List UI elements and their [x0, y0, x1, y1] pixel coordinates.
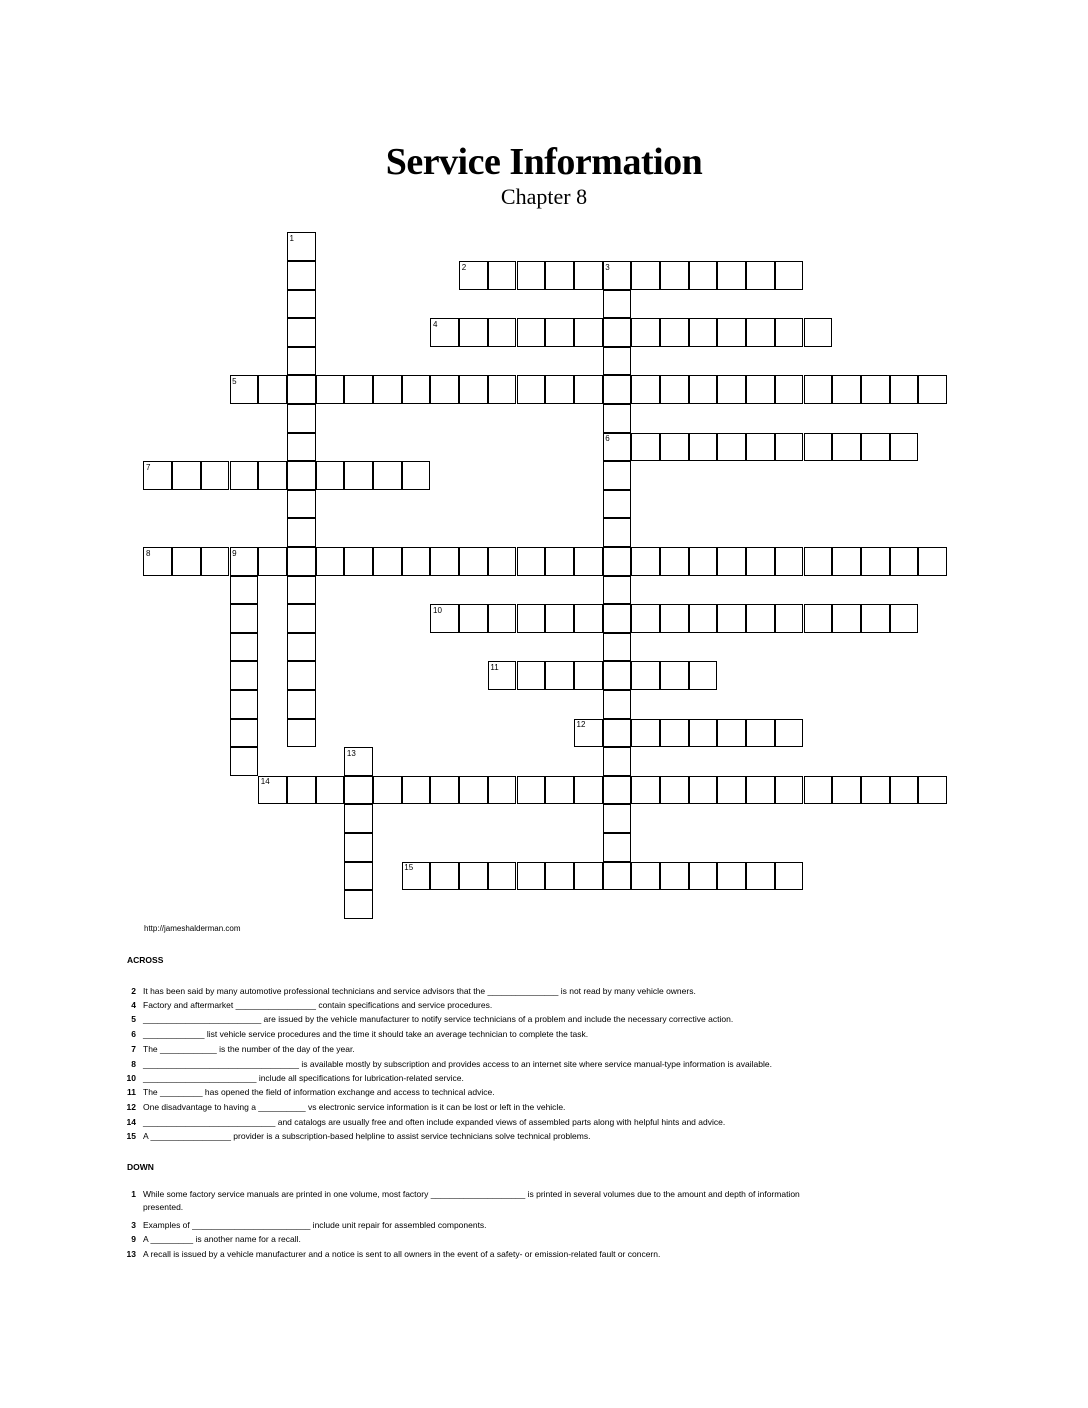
- grid-cell[interactable]: [746, 375, 775, 404]
- grid-cell[interactable]: [746, 719, 775, 748]
- clue-item: [116, 1233, 816, 1246]
- grid-cell[interactable]: [890, 375, 919, 404]
- grid-cell[interactable]: [861, 604, 890, 633]
- grid-cell[interactable]: [603, 833, 632, 862]
- grid-cell[interactable]: [545, 862, 574, 891]
- clue-number-label: 14: [260, 777, 270, 787]
- grid-cell[interactable]: [344, 862, 373, 891]
- grid-cell[interactable]: [430, 547, 459, 576]
- down-heading: DOWN: [127, 1162, 154, 1172]
- grid-cell[interactable]: [603, 776, 632, 805]
- grid-cell[interactable]: [890, 433, 919, 462]
- grid-cell[interactable]: [746, 261, 775, 290]
- grid-cell[interactable]: [517, 547, 546, 576]
- grid-cell[interactable]: [918, 547, 947, 576]
- grid-cell[interactable]: [459, 318, 488, 347]
- grid-cell[interactable]: [574, 862, 603, 891]
- clue-text: It has been said by many automotive professional technicians and service advisors that the _______________ is not read by many vehicle owners.: [143, 986, 696, 996]
- clue-item: [116, 1058, 816, 1071]
- grid-cell[interactable]: [631, 375, 660, 404]
- grid-cell[interactable]: [574, 604, 603, 633]
- grid-cell[interactable]: [717, 375, 746, 404]
- grid-cell[interactable]: [344, 461, 373, 490]
- grid-cell[interactable]: [689, 261, 718, 290]
- grid-cell[interactable]: [402, 375, 431, 404]
- grid-cell[interactable]: [689, 661, 718, 690]
- clue-number: 2: [131, 986, 136, 996]
- grid-cell[interactable]: [287, 661, 316, 690]
- grid-cell[interactable]: [660, 776, 689, 805]
- clue-item: [116, 1043, 816, 1056]
- grid-cell[interactable]: [258, 375, 287, 404]
- grid-cell[interactable]: [717, 604, 746, 633]
- clue-number: 15: [126, 1131, 136, 1141]
- grid-cell[interactable]: [545, 547, 574, 576]
- grid-cell[interactable]: [459, 862, 488, 891]
- grid-cell[interactable]: [631, 318, 660, 347]
- grid-cell[interactable]: [488, 776, 517, 805]
- grid-cell[interactable]: [660, 862, 689, 891]
- grid-cell[interactable]: [230, 747, 259, 776]
- grid-cell[interactable]: [660, 375, 689, 404]
- grid-cell[interactable]: [517, 318, 546, 347]
- grid-cell[interactable]: [545, 375, 574, 404]
- grid-cell[interactable]: [574, 547, 603, 576]
- clue-number: 14: [126, 1117, 136, 1127]
- grid-cell[interactable]: [574, 776, 603, 805]
- grid-cell[interactable]: [488, 375, 517, 404]
- grid-cell[interactable]: [631, 661, 660, 690]
- grid-cell[interactable]: [545, 661, 574, 690]
- grid-cell[interactable]: [344, 804, 373, 833]
- grid-cell[interactable]: [373, 461, 402, 490]
- grid-cell[interactable]: [775, 375, 804, 404]
- grid-cell[interactable]: [287, 633, 316, 662]
- grid-cell[interactable]: [344, 890, 373, 919]
- grid-cell[interactable]: [918, 776, 947, 805]
- grid-cell[interactable]: [287, 318, 316, 347]
- grid-cell[interactable]: [230, 461, 259, 490]
- clue-item: [116, 1028, 816, 1041]
- grid-cell[interactable]: [832, 375, 861, 404]
- grid-cell[interactable]: [488, 604, 517, 633]
- clue-text: ________________________ include all specifications for lubrication-related service.: [143, 1073, 464, 1083]
- grid-cell[interactable]: [660, 433, 689, 462]
- grid-cell[interactable]: [746, 862, 775, 891]
- grid-cell[interactable]: [603, 747, 632, 776]
- grid-cell[interactable]: [287, 375, 316, 404]
- grid-cell[interactable]: [402, 547, 431, 576]
- grid-cell[interactable]: [230, 576, 259, 605]
- clue-text: The _________ has opened the field of information exchange and access to technical advice.: [143, 1087, 495, 1097]
- grid-cell[interactable]: [258, 547, 287, 576]
- grid-cell[interactable]: [172, 547, 201, 576]
- clue-number: 12: [126, 1102, 136, 1112]
- grid-cell[interactable]: [689, 375, 718, 404]
- grid-cell[interactable]: [287, 490, 316, 519]
- clue-number: 6: [131, 1029, 136, 1039]
- grid-cell[interactable]: [459, 547, 488, 576]
- grid-cell[interactable]: [517, 261, 546, 290]
- grid-cell[interactable]: [631, 719, 660, 748]
- grid-cell[interactable]: [574, 261, 603, 290]
- grid-cell[interactable]: [287, 604, 316, 633]
- grid-cell[interactable]: [373, 547, 402, 576]
- grid-cell[interactable]: [775, 776, 804, 805]
- clue-text: One disadvantage to having a __________ vs electronic service information is it can be lost or left in the vehicle.: [143, 1102, 566, 1112]
- grid-cell[interactable]: [804, 604, 833, 633]
- grid-cell[interactable]: [545, 604, 574, 633]
- grid-cell[interactable]: [459, 604, 488, 633]
- clue-text: _________________________ are issued by the vehicle manufacturer to notify service technicians of a problem and include the necessary corrective action.: [143, 1014, 734, 1024]
- grid-cell[interactable]: [344, 776, 373, 805]
- grid-cell[interactable]: [717, 862, 746, 891]
- clue-number: 11: [127, 1087, 136, 1097]
- grid-cell[interactable]: [574, 375, 603, 404]
- grid-cell[interactable]: [373, 776, 402, 805]
- grid-cell[interactable]: [660, 604, 689, 633]
- grid-cell[interactable]: [517, 862, 546, 891]
- clue-item: [116, 1219, 816, 1232]
- grid-cell[interactable]: [603, 347, 632, 376]
- grid-cell[interactable]: [861, 433, 890, 462]
- clue-text: A _________________ provider is a subscription-based helpline to assist service technicians solve technical problems.: [143, 1131, 591, 1141]
- grid-cell[interactable]: [746, 318, 775, 347]
- grid-cell[interactable]: [861, 547, 890, 576]
- source-url: http://jameshalderman.com: [144, 924, 241, 933]
- grid-cell[interactable]: [631, 862, 660, 891]
- grid-cell[interactable]: [689, 547, 718, 576]
- grid-cell[interactable]: [545, 261, 574, 290]
- grid-cell[interactable]: [603, 604, 632, 633]
- grid-cell[interactable]: [517, 375, 546, 404]
- grid-cell[interactable]: [775, 547, 804, 576]
- clue-number: 9: [131, 1234, 136, 1244]
- clue-number-label: 12: [576, 720, 586, 730]
- clue-number-label: 1: [289, 234, 294, 243]
- grid-cell[interactable]: [631, 547, 660, 576]
- grid-cell[interactable]: [804, 433, 833, 462]
- grid-cell[interactable]: [287, 261, 316, 290]
- grid-cell[interactable]: [689, 318, 718, 347]
- grid-cell[interactable]: [287, 461, 316, 490]
- grid-cell[interactable]: [804, 547, 833, 576]
- clue-number-label: 4: [433, 319, 438, 329]
- grid-cell[interactable]: [603, 661, 632, 690]
- clue-number: 7: [131, 1044, 136, 1054]
- grid-cell[interactable]: [717, 318, 746, 347]
- clue-text: A _________ is another name for a recall.: [143, 1234, 301, 1244]
- clue-number-label: 2: [461, 262, 467, 272]
- grid-cell[interactable]: [603, 490, 632, 519]
- clue-item: [116, 1116, 816, 1129]
- clue-text: Factory and aftermarket _________________ contain specifications and service procedures.: [143, 1000, 493, 1010]
- grid-cell[interactable]: [230, 690, 259, 719]
- clue-number-label: 3: [605, 262, 610, 272]
- grid-cell[interactable]: [746, 776, 775, 805]
- grid-cell[interactable]: [832, 433, 861, 462]
- grid-cell[interactable]: [287, 404, 316, 433]
- clue-text: While some factory service manuals are printed in one volume, most factory ____________________ is printed in several volumes due to the amount and depth of information presented.: [143, 1189, 800, 1212]
- clue-number-label: 13: [346, 748, 356, 758]
- grid-cell[interactable]: [890, 604, 919, 633]
- grid-cell[interactable]: [717, 776, 746, 805]
- grid-cell[interactable]: [660, 318, 689, 347]
- across-heading: ACROSS: [127, 955, 164, 965]
- grid-cell[interactable]: [459, 776, 488, 805]
- grid-cell[interactable]: [689, 433, 718, 462]
- clue-text: _________________________________ is available mostly by subscription and provides access to an internet site where service manual-type information is available.: [143, 1059, 772, 1069]
- clue-item: [116, 985, 816, 998]
- clue-text: The ____________ is the number of the day of the year.: [143, 1044, 355, 1054]
- grid-cell[interactable]: [631, 433, 660, 462]
- grid-cell[interactable]: [316, 776, 345, 805]
- grid-cell[interactable]: [775, 318, 804, 347]
- clue-item: [116, 1130, 816, 1143]
- grid-cell[interactable]: [890, 776, 919, 805]
- grid-cell[interactable]: [430, 862, 459, 891]
- clue-number-label: 11: [490, 663, 499, 672]
- grid-cell[interactable]: [746, 433, 775, 462]
- grid-cell[interactable]: [373, 375, 402, 404]
- grid-cell[interactable]: [861, 776, 890, 805]
- grid-cell[interactable]: [287, 290, 316, 319]
- clue-number: 5: [131, 1014, 136, 1024]
- grid-cell[interactable]: [631, 776, 660, 805]
- grid-cell[interactable]: [775, 433, 804, 462]
- grid-cell[interactable]: [603, 633, 632, 662]
- grid-cell[interactable]: [660, 261, 689, 290]
- clue-number: 13: [126, 1249, 136, 1259]
- grid-cell[interactable]: [717, 261, 746, 290]
- grid-cell[interactable]: [717, 433, 746, 462]
- grid-cell[interactable]: [230, 604, 259, 633]
- grid-cell[interactable]: [775, 862, 804, 891]
- clue-item: [116, 1086, 816, 1099]
- grid-cell[interactable]: [689, 604, 718, 633]
- grid-cell[interactable]: [201, 461, 230, 490]
- grid-cell[interactable]: [172, 461, 201, 490]
- grid-cell[interactable]: [287, 347, 316, 376]
- grid-cell[interactable]: [344, 375, 373, 404]
- grid-cell[interactable]: [517, 661, 546, 690]
- grid-cell[interactable]: [746, 604, 775, 633]
- grid-cell[interactable]: [603, 719, 632, 748]
- grid-cell[interactable]: [717, 719, 746, 748]
- grid-cell[interactable]: [832, 547, 861, 576]
- grid-cell[interactable]: [230, 661, 259, 690]
- grid-cell[interactable]: [775, 261, 804, 290]
- clue-number: 8: [131, 1059, 136, 1069]
- grid-cell[interactable]: [488, 547, 517, 576]
- grid-cell[interactable]: [861, 375, 890, 404]
- grid-cell[interactable]: [603, 518, 632, 547]
- clue-number-label: 7: [146, 462, 151, 472]
- grid-cell[interactable]: [402, 461, 431, 490]
- clue-text: A recall is issued by a vehicle manufacturer and a notice is sent to all owners in the event of a safety- or emission-related fault or concern.: [143, 1249, 661, 1259]
- grid-cell[interactable]: [603, 290, 632, 319]
- grid-cell[interactable]: [287, 576, 316, 605]
- grid-cell[interactable]: [287, 776, 316, 805]
- grid-cell[interactable]: [344, 833, 373, 862]
- clue-item: [116, 1101, 816, 1114]
- grid-cell[interactable]: [660, 719, 689, 748]
- grid-cell[interactable]: [746, 547, 775, 576]
- clue-number-label: 8: [146, 548, 151, 558]
- grid-cell[interactable]: [517, 776, 546, 805]
- clue-number: 1: [131, 1189, 136, 1199]
- grid-cell[interactable]: [201, 547, 230, 576]
- grid-cell[interactable]: [316, 461, 345, 490]
- grid-cell[interactable]: [545, 776, 574, 805]
- clue-number-label: 6: [605, 434, 610, 444]
- clue-item: [116, 1248, 816, 1261]
- grid-cell[interactable]: [287, 719, 316, 748]
- grid-cell[interactable]: [631, 261, 660, 290]
- grid-cell[interactable]: [287, 518, 316, 547]
- grid-cell[interactable]: [344, 547, 373, 576]
- clue-number-label: 9: [232, 548, 237, 558]
- grid-cell[interactable]: [689, 862, 718, 891]
- grid-cell[interactable]: [890, 547, 919, 576]
- grid-cell[interactable]: [517, 604, 546, 633]
- grid-cell[interactable]: [804, 375, 833, 404]
- grid-cell[interactable]: [402, 776, 431, 805]
- grid-cell[interactable]: [316, 375, 345, 404]
- grid-cell[interactable]: [430, 375, 459, 404]
- page-title: Service Information: [385, 141, 703, 183]
- grid-cell[interactable]: [603, 404, 632, 433]
- grid-cell[interactable]: [603, 690, 632, 719]
- grid-cell[interactable]: [545, 318, 574, 347]
- grid-cell[interactable]: [488, 862, 517, 891]
- grid-cell[interactable]: [804, 318, 833, 347]
- grid-cell[interactable]: [230, 719, 259, 748]
- grid-cell[interactable]: [488, 261, 517, 290]
- clue-text: _____________ list vehicle service procedures and the time it should take an average technician to complete the task.: [143, 1029, 589, 1039]
- grid-cell[interactable]: [918, 375, 947, 404]
- grid-cell[interactable]: [574, 318, 603, 347]
- grid-cell[interactable]: [430, 776, 459, 805]
- clue-item: [116, 1013, 816, 1026]
- grid-cell[interactable]: [230, 633, 259, 662]
- grid-cell[interactable]: [832, 604, 861, 633]
- page-subtitle: Chapter 8: [500, 184, 588, 209]
- clue-number: 3: [131, 1220, 136, 1230]
- grid-cell[interactable]: [775, 604, 804, 633]
- grid-cell[interactable]: [603, 547, 632, 576]
- grid-cell[interactable]: [488, 318, 517, 347]
- clue-number-label: 10: [433, 605, 442, 615]
- grid-cell[interactable]: [717, 547, 746, 576]
- grid-cell[interactable]: [775, 719, 804, 748]
- grid-cell[interactable]: [603, 576, 632, 605]
- clue-item: [116, 999, 816, 1012]
- grid-cell[interactable]: [603, 461, 632, 490]
- clue-number-label: 5: [232, 377, 237, 386]
- grid-cell[interactable]: [832, 776, 861, 805]
- clue-text: ____________________________ and catalogs are usually free and often include expanded views of assembled parts along with helpful hints and advice.: [143, 1117, 726, 1127]
- grid-cell[interactable]: [660, 661, 689, 690]
- grid-cell[interactable]: [287, 433, 316, 462]
- grid-cell[interactable]: [689, 776, 718, 805]
- grid-cell[interactable]: [287, 547, 316, 576]
- grid-cell[interactable]: [574, 661, 603, 690]
- grid-cell[interactable]: [603, 318, 632, 347]
- clue-number-label: 15: [404, 863, 414, 873]
- clue-number: 10: [126, 1073, 136, 1083]
- grid-cell[interactable]: [603, 375, 632, 404]
- clue-item: [116, 1072, 816, 1085]
- grid-cell[interactable]: [459, 375, 488, 404]
- grid-cell[interactable]: [804, 776, 833, 805]
- grid-cell[interactable]: [660, 547, 689, 576]
- grid-cell[interactable]: [603, 804, 632, 833]
- grid-cell[interactable]: [689, 719, 718, 748]
- clue-item: [116, 1188, 816, 1214]
- grid-cell[interactable]: [258, 461, 287, 490]
- clue-number: 4: [131, 1000, 136, 1010]
- grid-cell[interactable]: [287, 690, 316, 719]
- grid-cell[interactable]: [631, 604, 660, 633]
- grid-cell[interactable]: [603, 862, 632, 891]
- grid-cell[interactable]: [316, 547, 345, 576]
- clue-text: Examples of _________________________ include unit repair for assembled components.: [143, 1220, 487, 1230]
